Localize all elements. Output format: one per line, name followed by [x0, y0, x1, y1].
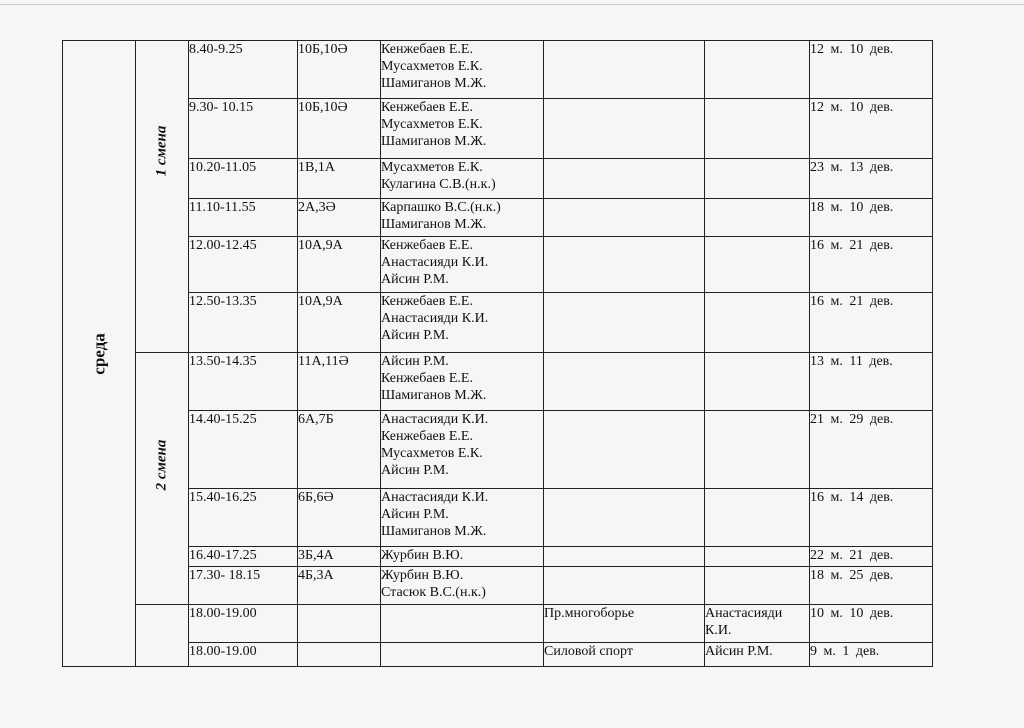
teacher-name: Анастасияди К.И.	[381, 412, 489, 427]
classes-cell: 4Б,3А	[298, 567, 381, 605]
teacher-name: Кенжебаев Е.Е.	[381, 294, 473, 309]
section-cell	[544, 237, 705, 293]
teachers-cell	[381, 547, 544, 567]
section-cell: Силовой спорт	[544, 643, 705, 667]
time-cell: 12.50-13.35	[189, 293, 298, 353]
classes-cell: 6А,7Б	[298, 411, 381, 489]
table-row	[63, 41, 933, 99]
table-row	[63, 159, 933, 199]
teacher-name: Шамиганов М.Ж.	[381, 217, 487, 232]
table-row	[63, 489, 933, 547]
teacher-name: Журбин В.Ю.	[381, 548, 464, 563]
shift-label: 1 смена	[153, 125, 170, 177]
table-row	[63, 237, 933, 293]
table-row	[63, 547, 933, 567]
classes-cell: 3Б,4А	[298, 547, 381, 567]
count-cell: 21 м. 29 дев.	[810, 411, 933, 489]
shift-cell-empty	[136, 605, 189, 667]
table-row	[63, 293, 933, 353]
count-cell: 18 м. 25 дев.	[810, 567, 933, 605]
table-row	[63, 353, 933, 411]
teacher-name: Анастасияди К.И.	[381, 490, 489, 505]
table-row	[63, 411, 933, 489]
teachers-cell	[381, 41, 544, 99]
teacher-name: Мусахметов Е.К.	[381, 160, 483, 175]
section-cell	[544, 489, 705, 547]
day-cell	[63, 41, 136, 667]
coach-cell	[705, 489, 810, 547]
teachers-cell	[381, 643, 544, 667]
teachers-cell	[381, 605, 544, 643]
section-cell	[544, 99, 705, 159]
section-cell	[544, 159, 705, 199]
teacher-name: Мусахметов Е.К.	[381, 117, 483, 132]
day-label: среда	[89, 332, 109, 375]
teacher-name: Кенжебаев Е.Е.	[381, 371, 473, 386]
classes-cell: 10Б,10Ә	[298, 41, 381, 99]
coach-cell	[705, 411, 810, 489]
time-cell: 13.50-14.35	[189, 353, 298, 411]
section-cell	[544, 547, 705, 567]
coach-cell	[705, 41, 810, 99]
schedule-table	[62, 40, 933, 667]
teacher-name: Анастасияди К.И.	[381, 255, 489, 270]
coach-cell: Анастасияди К.И.	[705, 605, 810, 643]
teacher-name: Мусахметов Е.К.	[381, 446, 483, 461]
coach-cell	[705, 237, 810, 293]
teachers-cell	[381, 159, 544, 199]
teachers-cell	[381, 411, 544, 489]
teacher-name: Кенжебаев Е.Е.	[381, 100, 473, 115]
time-cell: 12.00-12.45	[189, 237, 298, 293]
teachers-cell	[381, 237, 544, 293]
count-cell: 23 м. 13 дев.	[810, 159, 933, 199]
table-row	[63, 567, 933, 605]
coach-cell	[705, 159, 810, 199]
time-cell: 8.40-9.25	[189, 41, 298, 99]
table-row	[63, 643, 933, 667]
count-cell: 9 м. 1 дев.	[810, 643, 933, 667]
count-cell: 22 м. 21 дев.	[810, 547, 933, 567]
time-cell: 9.30- 10.15	[189, 99, 298, 159]
table-row	[63, 99, 933, 159]
section-cell	[544, 293, 705, 353]
coach-cell	[705, 353, 810, 411]
shift-cell	[136, 353, 189, 605]
time-cell: 17.30- 18.15	[189, 567, 298, 605]
teachers-cell	[381, 99, 544, 159]
teacher-name: Шамиганов М.Ж.	[381, 524, 487, 539]
time-cell: 15.40-16.25	[189, 489, 298, 547]
classes-cell	[298, 643, 381, 667]
time-cell: 10.20-11.05	[189, 159, 298, 199]
teachers-cell	[381, 293, 544, 353]
coach-cell: Айсин Р.М.	[705, 643, 810, 667]
classes-cell: 2А,3Ә	[298, 199, 381, 237]
teacher-name: Карпашко В.С.(н.к.)	[381, 200, 501, 215]
count-cell: 16 м. 21 дев.	[810, 293, 933, 353]
teacher-name: Шамиганов М.Ж.	[381, 76, 487, 91]
section-cell	[544, 567, 705, 605]
teachers-cell	[381, 489, 544, 547]
table-row	[63, 605, 933, 643]
section-cell	[544, 41, 705, 99]
time-cell: 11.10-11.55	[189, 199, 298, 237]
teachers-cell	[381, 353, 544, 411]
time-cell: 18.00-19.00	[189, 605, 298, 643]
teacher-name: Шамиганов М.Ж.	[381, 134, 487, 149]
coach-cell	[705, 293, 810, 353]
teacher-name: Айсин Р.М.	[381, 463, 449, 478]
teacher-name: Кенжебаев Е.Е.	[381, 238, 473, 253]
shift-cell	[136, 41, 189, 353]
time-cell: 16.40-17.25	[189, 547, 298, 567]
teachers-cell	[381, 567, 544, 605]
teacher-name: Стасюк В.С.(н.к.)	[381, 585, 486, 600]
teacher-name: Айсин Р.М.	[381, 507, 449, 522]
section-cell	[544, 199, 705, 237]
section-cell	[544, 353, 705, 411]
count-cell: 12 м. 10 дев.	[810, 41, 933, 99]
coach-cell	[705, 199, 810, 237]
teacher-name: Айсин Р.М.	[381, 328, 449, 343]
coach-cell	[705, 567, 810, 605]
time-cell: 18.00-19.00	[189, 643, 298, 667]
teacher-name: Кулагина С.В.(н.к.)	[381, 177, 496, 192]
teacher-name: Мусахметов Е.К.	[381, 59, 483, 74]
coach-cell	[705, 547, 810, 567]
teacher-name: Журбин В.Ю.	[381, 568, 464, 583]
classes-cell	[298, 605, 381, 643]
section-cell: Пр.многоборье	[544, 605, 705, 643]
classes-cell: 1В,1А	[298, 159, 381, 199]
teacher-name: Анастасияди К.И.	[381, 311, 489, 326]
shift-label: 2 смена	[153, 439, 170, 491]
teacher-name: Кенжебаев Е.Е.	[381, 42, 473, 57]
classes-cell: 10А,9А	[298, 237, 381, 293]
classes-cell: 10А,9А	[298, 293, 381, 353]
count-cell: 13 м. 11 дев.	[810, 353, 933, 411]
count-cell: 10 м. 10 дев.	[810, 605, 933, 643]
classes-cell: 6Б,6Ә	[298, 489, 381, 547]
classes-cell: 11А,11Ә	[298, 353, 381, 411]
scan-artifact	[0, 4, 1024, 5]
table-row	[63, 199, 933, 237]
section-cell	[544, 411, 705, 489]
time-cell: 14.40-15.25	[189, 411, 298, 489]
teacher-name: Шамиганов М.Ж.	[381, 388, 487, 403]
count-cell: 16 м. 14 дев.	[810, 489, 933, 547]
count-cell: 12 м. 10 дев.	[810, 99, 933, 159]
coach-cell	[705, 99, 810, 159]
teacher-name: Айсин Р.М.	[381, 272, 449, 287]
classes-cell: 10Б,10Ә	[298, 99, 381, 159]
teacher-name: Кенжебаев Е.Е.	[381, 429, 473, 444]
count-cell: 16 м. 21 дев.	[810, 237, 933, 293]
teacher-name: Айсин Р.М.	[381, 354, 449, 369]
count-cell: 18 м. 10 дев.	[810, 199, 933, 237]
teachers-cell	[381, 199, 544, 237]
